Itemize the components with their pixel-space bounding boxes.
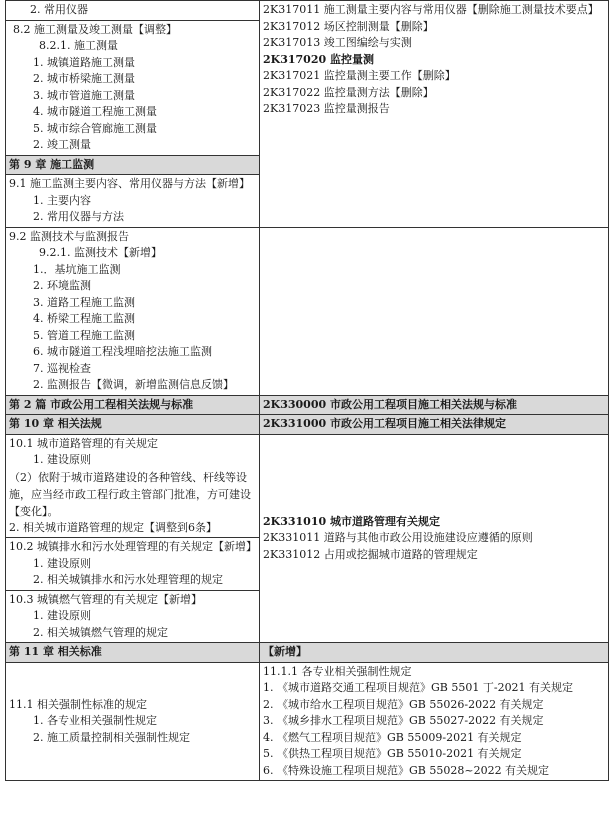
list-item: 4. 桥梁工程施工监测 [33, 312, 135, 325]
list-item: 8.2 施工测量及竣工测量【调整】 [13, 22, 177, 36]
list-item: 4. 城市隧道工程施工测量 [33, 105, 157, 118]
list-item: 2K331012 占用或挖掘城市道路的管理规定 [263, 547, 478, 561]
section-heading: 10.3 城镇燃气管理的有关规定【新增】 [9, 592, 202, 606]
list-item: 2K317023 监控量测报告 [263, 102, 390, 115]
table-cell [6, 175, 260, 228]
list-item: 2K317011 施工测量主要内容与常用仪器【删除施工测量技术要点】 [263, 3, 599, 16]
list-item: 2. 施工质量控制相关强制性规定 [33, 730, 190, 744]
table-cell [6, 662, 260, 781]
chapter-heading: 第 9 章 施工监测 [6, 155, 260, 175]
list-item: 3. 道路工程施工监测 [33, 295, 135, 309]
list-item: 2. 监测报告【微调，新增监测信息反馈】 [33, 378, 234, 391]
section-heading: 11.1 相关强制性标准的规定 [9, 697, 147, 711]
table-row [6, 434, 609, 538]
list-item: 1.．基坑施工监测 [33, 262, 121, 276]
section-heading: 9.2 监测技术与监测报告 [9, 229, 129, 243]
list-item: 1. 建设原则 [33, 453, 91, 466]
list-item: 2. 环境监测 [33, 279, 91, 292]
list-item: 2. 《城市给水工程项目规范》GB 55026-2022 有关规定 [263, 697, 544, 711]
list-item: 2K317012 场区控制测量【删除】 [263, 19, 434, 33]
list-item: 4. 《燃气工程项目规范》GB 55009-2021 有关规定 [263, 730, 522, 744]
list-item: 7. 巡视检查 [33, 361, 91, 375]
list-item: 2. 常用仪器与方法 [33, 210, 124, 223]
list-item: 6. 《特殊设施工程项目规范》GB 55028~2022 有关规定 [263, 763, 550, 777]
list-item: 2K317021 监控量测主要工作【删除】 [263, 69, 456, 82]
table-row [6, 395, 609, 415]
new-tag: 【新增】 [260, 643, 609, 663]
list-item: 8.2.1. 施工测量 [39, 39, 118, 52]
table-cell [6, 434, 260, 538]
list-item: 2. 城市桥梁施工测量 [33, 72, 135, 85]
table-cell [260, 434, 609, 643]
chapter-heading: 第 10 章 相关法规 [6, 415, 260, 435]
part-heading: 第 2 篇 市政公用工程相关法规与标准 [6, 395, 260, 415]
list-item: 2K331010 城市道路管理有关规定 [263, 514, 440, 528]
list-item: 1. 建设原则 [33, 556, 91, 570]
list-item: 2K317013 竣工图编绘与实测 [263, 36, 412, 49]
list-item: 5. 管道工程施工监测 [33, 328, 135, 342]
list-item: 1. 主要内容 [33, 193, 91, 207]
table-cell [6, 227, 260, 395]
list-item: 6. 城市隧道工程浅埋暗挖法施工监测 [33, 345, 212, 358]
list-item: 2. 竣工测量 [33, 138, 91, 151]
list-item: 2K317020 监控量测 [263, 52, 374, 66]
table-row [6, 227, 609, 395]
list-item: 1. 《城市道路交通工程项目规范》GB 5501 丁-2021 有关规定 [263, 681, 574, 694]
table-row [6, 662, 609, 781]
part-heading-code: 2K330000 市政公用工程项目施工相关法规与标准 [260, 395, 609, 415]
list-item: 2. 常用仪器 [30, 3, 88, 16]
chapter-heading: 第 11 章 相关标准 [6, 643, 260, 663]
list-item: 2. 相关城镇燃气管理的规定 [33, 625, 168, 639]
list-item: 3. 城市管道施工测量 [33, 88, 135, 102]
section-heading: 9.1 施工监测主要内容、常用仪器与方法【新增】 [9, 177, 250, 190]
list-item: 5. 《供热工程项目规范》GB 55010-2021 有关规定 [263, 747, 522, 760]
table-cell [6, 590, 260, 643]
list-item: （2）依附于城市道路建设的各种管线、杆线等设施，应当经市政工程行政主管部门批准，方可建设【变化】。 [9, 470, 251, 518]
list-item: 1. 各专业相关强制性规定 [33, 714, 157, 727]
table-cell [260, 662, 609, 781]
list-item: 1. 城镇道路施工测量 [33, 55, 135, 69]
table-cell [6, 538, 260, 591]
list-item: 11.1.1 各专业相关强制性规定 [263, 664, 412, 678]
list-item: 5. 城市综合管廊施工测量 [33, 121, 157, 135]
list-item: 2K331011 道路与其他市政公用设施建设应遵循的原则 [263, 531, 533, 544]
content-table [5, 0, 609, 781]
list-item: 2. 相关城市道路管理的规定【调整到6条】 [9, 520, 217, 534]
chapter-heading-code: 2K331000 市政公用工程项目施工相关法律规定 [260, 415, 609, 435]
table-cell [6, 1, 260, 21]
table-row [6, 643, 609, 663]
table-row [6, 1, 609, 21]
list-item: 9.2.1. 监测技术【新增】 [39, 246, 162, 259]
section-heading: 10.1 城市道路管理的有关规定 [9, 436, 158, 450]
table-cell [260, 1, 609, 228]
list-item: 2. 相关城镇排水和污水处理管理的规定 [33, 573, 223, 586]
list-item: 2K317022 监控量测方法【删除】 [263, 85, 434, 99]
table-cell [260, 227, 609, 395]
table-row [6, 415, 609, 435]
table-cell [6, 20, 260, 155]
list-item: 1. 建设原则 [33, 609, 91, 622]
section-heading: 10.2 城镇排水和污水处理管理的有关规定【新增】 [9, 540, 257, 553]
list-item: 3. 《城乡排水工程项目规范》GB 55027-2022 有关规定 [263, 714, 544, 727]
